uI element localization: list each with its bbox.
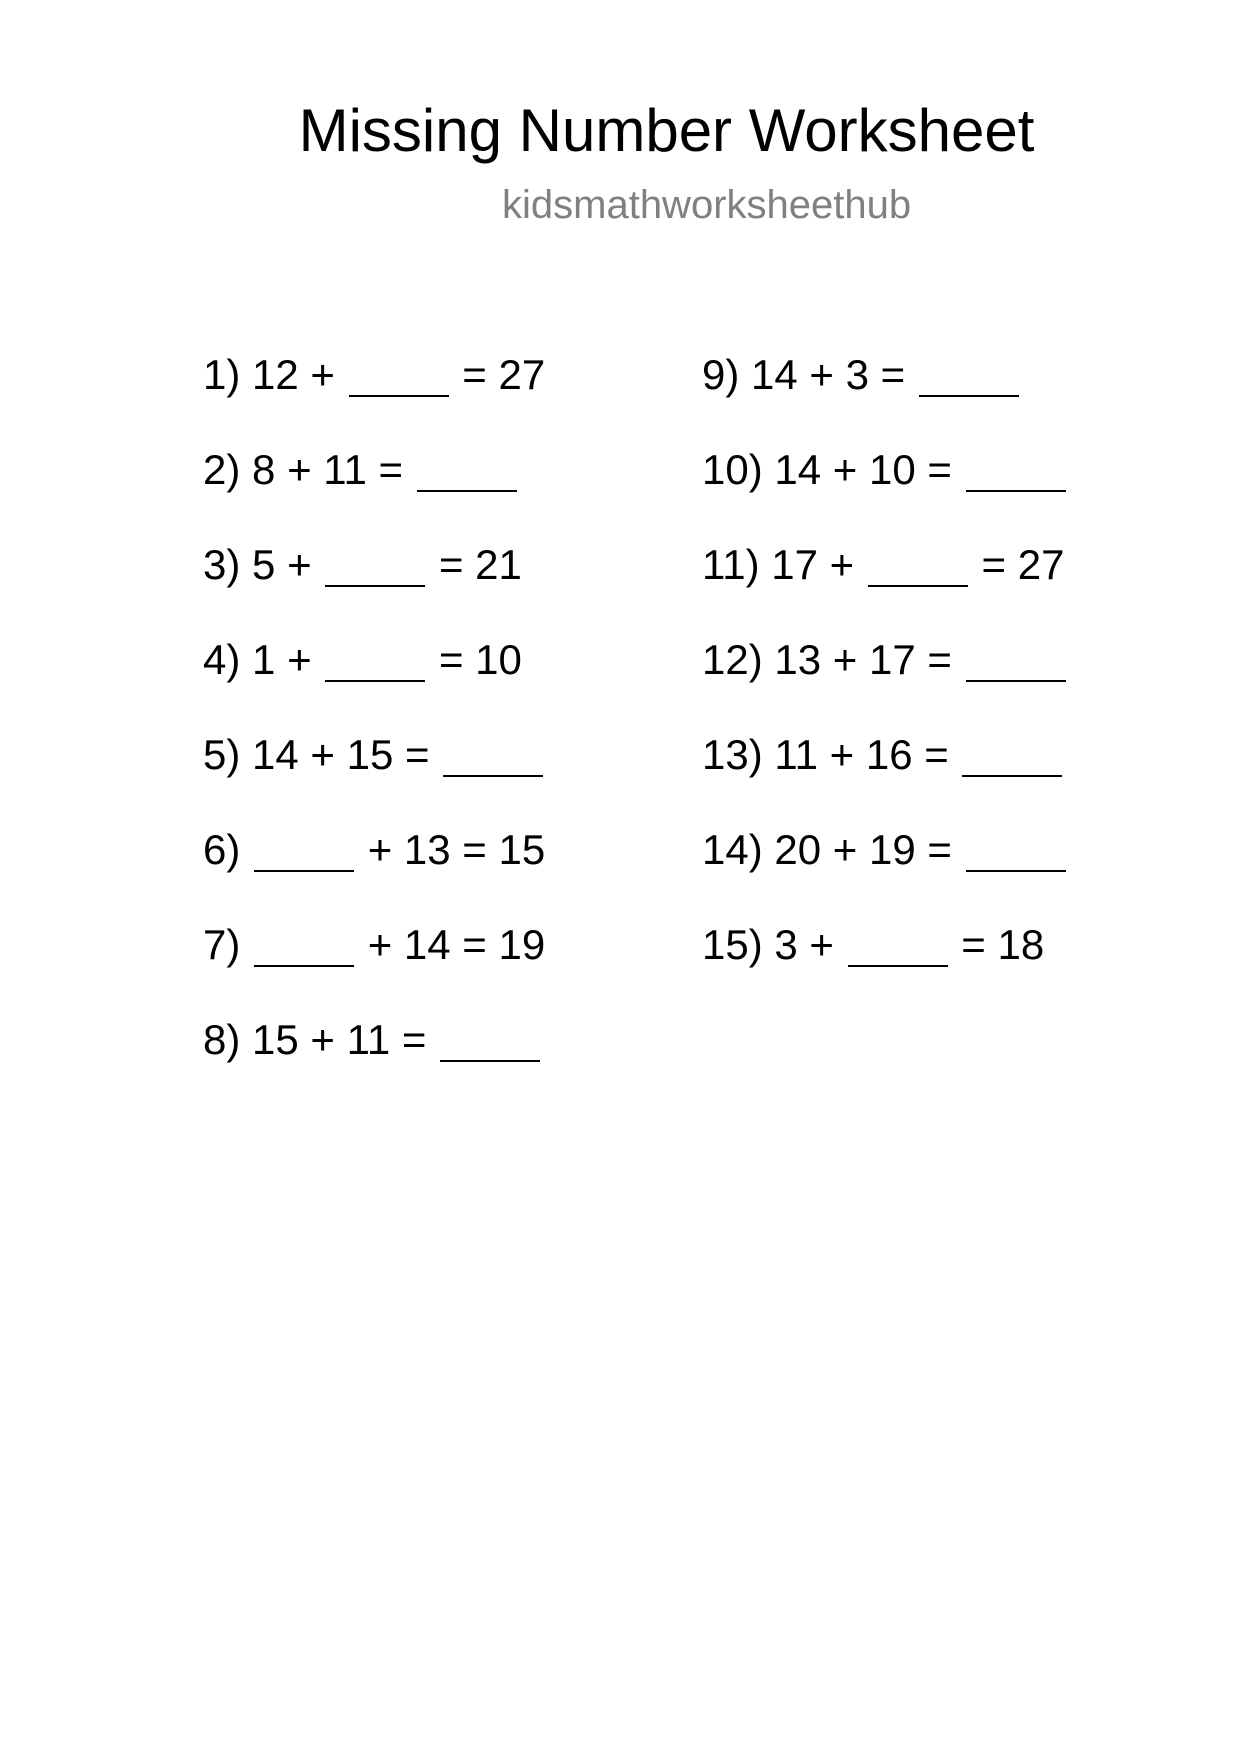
plus-sign: +: [287, 446, 312, 493]
equals-sign: =: [880, 351, 906, 398]
operand-b: 19: [868, 826, 916, 873]
worksheet-title: Missing Number Worksheet: [298, 97, 1035, 164]
plus-sign: +: [310, 351, 335, 398]
equals-sign: =: [405, 731, 430, 778]
result-value: 21: [475, 541, 522, 588]
equals-sign: =: [401, 1016, 427, 1063]
plus-sign: +: [809, 921, 834, 968]
operand-a: 1: [252, 636, 276, 683]
worksheet-subtitle: kidsmathworksheethub: [502, 183, 912, 227]
problem-number: 6): [203, 826, 241, 873]
equals-sign: =: [378, 446, 404, 493]
operand-b: 10: [868, 446, 916, 493]
problems-column-right: [702, 350, 1068, 1015]
plus-sign: +: [832, 826, 858, 873]
plus-sign: +: [809, 351, 834, 398]
problem-row: [203, 1015, 545, 1110]
problem-number: 11): [702, 541, 760, 588]
problem-row: [203, 540, 545, 635]
answer-blank[interactable]: [443, 735, 543, 777]
problem-number: 13): [702, 731, 763, 778]
problem-number: 15): [702, 921, 763, 968]
answer-blank[interactable]: [254, 830, 354, 872]
plus-sign: +: [829, 731, 855, 778]
operand-b: 14: [403, 921, 451, 968]
result-value: 18: [997, 921, 1045, 968]
answer-blank[interactable]: [440, 1020, 540, 1062]
problem-row: [203, 445, 545, 540]
problem-row: [702, 540, 1068, 635]
equals-sign: =: [438, 636, 464, 683]
answer-blank[interactable]: [868, 545, 968, 587]
problem-row: [702, 445, 1068, 540]
plus-sign: +: [310, 731, 335, 778]
problem-row: [702, 920, 1068, 1015]
answer-blank[interactable]: [417, 450, 517, 492]
result-value: 27: [1017, 541, 1065, 588]
equals-sign: =: [462, 921, 487, 968]
problem-row: [203, 730, 545, 825]
problem-number: 4): [203, 636, 241, 683]
equals-sign: =: [981, 541, 1007, 588]
answer-blank[interactable]: [325, 640, 425, 682]
operand-a: 11: [774, 731, 818, 778]
problem-number: 8): [203, 1016, 241, 1063]
equals-sign: =: [927, 636, 952, 683]
operand-b: 15: [346, 731, 394, 778]
answer-blank[interactable]: [254, 925, 354, 967]
problem-row: [203, 920, 545, 1015]
problem-number: 2): [203, 446, 241, 493]
operand-a: 12: [252, 351, 299, 398]
operand-b: 3: [845, 351, 869, 398]
operand-a: 14: [774, 446, 822, 493]
result-value: 15: [498, 826, 546, 873]
problem-number: 9): [702, 351, 740, 398]
problem-number: 1): [203, 351, 241, 398]
plus-sign: +: [829, 541, 855, 588]
operand-a: 13: [774, 636, 822, 683]
operand-b: 11: [323, 446, 367, 493]
operand-b: 17: [868, 636, 916, 683]
plus-sign: +: [367, 921, 393, 968]
operand-a: 17: [771, 541, 818, 588]
plus-sign: +: [287, 636, 312, 683]
operand-b: 13: [403, 826, 451, 873]
operand-b: 16: [865, 731, 913, 778]
plus-sign: +: [832, 446, 858, 493]
equals-sign: =: [961, 921, 986, 968]
result-value: 19: [498, 921, 546, 968]
problem-number: 10): [702, 446, 763, 493]
problem-row: [203, 350, 545, 445]
answer-blank[interactable]: [962, 735, 1062, 777]
plus-sign: +: [367, 826, 393, 873]
answer-blank[interactable]: [848, 925, 948, 967]
operand-a: 14: [252, 731, 299, 778]
operand-a: 15: [252, 1016, 299, 1063]
answer-blank[interactable]: [349, 355, 449, 397]
problem-number: 7): [203, 921, 241, 968]
answer-blank[interactable]: [966, 640, 1066, 682]
problem-row: [702, 350, 1068, 445]
problem-number: 14): [702, 826, 763, 873]
operand-a: 5: [252, 541, 276, 588]
problem-row: [702, 825, 1068, 920]
result-value: 27: [498, 351, 546, 398]
answer-blank[interactable]: [966, 450, 1066, 492]
problem-number: 12): [702, 636, 763, 683]
operand-a: 3: [774, 921, 798, 968]
problem-number: 5): [203, 731, 241, 778]
equals-sign: =: [462, 826, 487, 873]
operand-a: 20: [774, 826, 822, 873]
problem-number: 3): [203, 541, 241, 588]
equals-sign: =: [927, 446, 952, 493]
equals-sign: =: [438, 541, 464, 588]
operand-a: 14: [751, 351, 798, 398]
operand-b: 11: [346, 1016, 391, 1063]
equals-sign: =: [927, 826, 952, 873]
problem-row: [702, 635, 1068, 730]
answer-blank[interactable]: [966, 830, 1066, 872]
equals-sign: =: [462, 351, 487, 398]
plus-sign: +: [287, 541, 312, 588]
plus-sign: +: [310, 1016, 335, 1063]
problems-column-left: [203, 350, 545, 1110]
plus-sign: +: [832, 636, 858, 683]
problem-row: [702, 730, 1068, 825]
equals-sign: =: [924, 731, 949, 778]
answer-blank[interactable]: [325, 545, 425, 587]
problem-row: [203, 825, 545, 920]
problem-row: [203, 635, 545, 730]
operand-a: 8: [252, 446, 276, 493]
result-value: 10: [475, 636, 522, 683]
answer-blank[interactable]: [919, 355, 1019, 397]
